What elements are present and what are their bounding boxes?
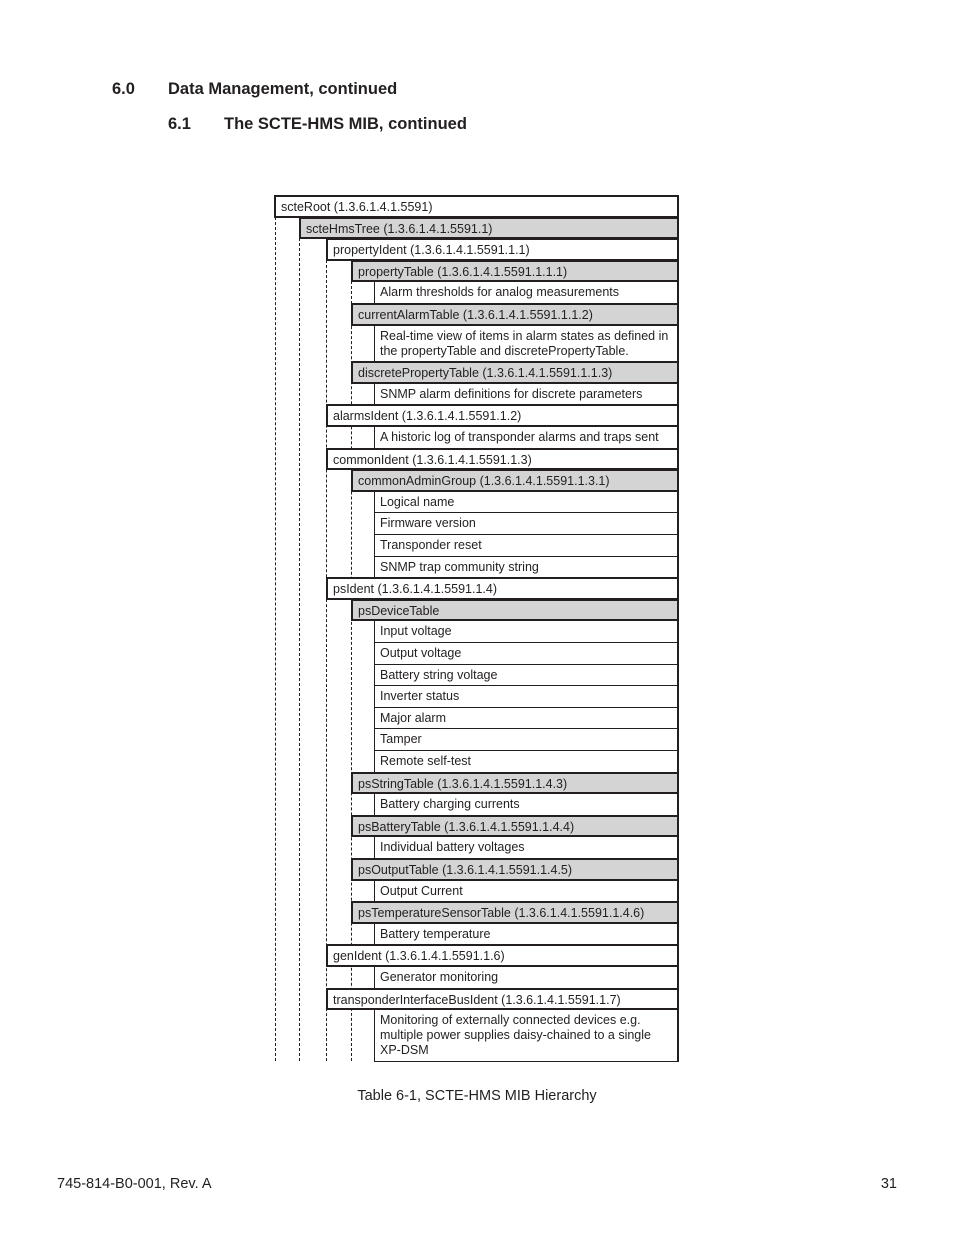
mib-node-row: commonIdent (1.3.6.1.4.1.5591.1.3) [326, 448, 679, 471]
mib-description-row: Transponder reset [374, 534, 679, 557]
mib-hierarchy-table [274, 195, 679, 1063]
section-title: Data Management, continued [168, 80, 398, 98]
mib-description-row: Major alarm [374, 707, 679, 730]
mib-node-row: psOutputTable (1.3.6.1.4.1.5591.1.4.5) [351, 858, 679, 881]
mib-description-row: Output voltage [374, 642, 679, 665]
section-number: 6.0 [112, 80, 135, 98]
mib-node-row: psBatteryTable (1.3.6.1.4.1.5591.1.4.4) [351, 815, 679, 838]
mib-description-row: Individual battery voltages [374, 836, 679, 859]
mib-description-row: Real-time view of items in alarm states as defined in the propertyTable and discretePropertyTable. [374, 325, 679, 363]
mib-node-row: scteHmsTree (1.3.6.1.4.1.5591.1) [299, 217, 679, 240]
mib-description-row: Remote self-test [374, 750, 679, 773]
mib-description-row: Generator monitoring [374, 966, 679, 989]
mib-node-row: scteRoot (1.3.6.1.4.1.5591) [274, 195, 679, 218]
mib-node-row: psTemperatureSensorTable (1.3.6.1.4.1.5591.1.4.6) [351, 901, 679, 924]
mib-description-row: A historic log of transponder alarms and traps sent [374, 426, 679, 449]
document-number: 745-814-B0-001, Rev. A [57, 1176, 212, 1192]
page-number: 31 [880, 1176, 897, 1192]
mib-description-row: Tamper [374, 728, 679, 751]
mib-description-row: Output Current [374, 880, 679, 903]
mib-description-row: Logical name [374, 491, 679, 514]
mib-description-row: Alarm thresholds for analog measurements [374, 281, 679, 304]
mib-node-row: psDeviceTable [351, 599, 679, 622]
mib-description-row: Input voltage [374, 620, 679, 643]
mib-node-row: transponderInterfaceBusIdent (1.3.6.1.4.1.5591.1.7) [326, 988, 679, 1011]
tree-guide-line [275, 217, 276, 1061]
mib-description-row: SNMP alarm definitions for discrete parameters [374, 383, 679, 406]
subsection-number: 6.1 [168, 115, 191, 133]
mib-node-row: currentAlarmTable (1.3.6.1.4.1.5591.1.1.2) [351, 303, 679, 326]
mib-node-row: propertyTable (1.3.6.1.4.1.5591.1.1.1) [351, 260, 679, 283]
mib-description-row: Inverter status [374, 685, 679, 708]
mib-node-row: commonAdminGroup (1.3.6.1.4.1.5591.1.3.1) [351, 469, 679, 492]
subsection-heading [168, 115, 467, 134]
table-caption: Table 6-1, SCTE-HMS MIB Hierarchy [357, 1088, 597, 1104]
subsection-title: The SCTE-HMS MIB, continued [224, 115, 467, 133]
mib-node-row: genIdent (1.3.6.1.4.1.5591.1.6) [326, 944, 679, 967]
tree-guide-line [326, 260, 327, 1061]
mib-node-row: discretePropertyTable (1.3.6.1.4.1.5591.1.1.3) [351, 361, 679, 384]
tree-guide-line [299, 238, 300, 1061]
mib-node-row: alarmsIdent (1.3.6.1.4.1.5591.1.2) [326, 404, 679, 427]
mib-description-row: Battery string voltage [374, 664, 679, 687]
mib-description-row: Battery temperature [374, 923, 679, 946]
section-heading [112, 80, 397, 99]
mib-node-row: propertyIdent (1.3.6.1.4.1.5591.1.1) [326, 238, 679, 261]
mib-node-row: psIdent (1.3.6.1.4.1.5591.1.4) [326, 577, 679, 600]
mib-description-row: Firmware version [374, 512, 679, 535]
mib-node-row: psStringTable (1.3.6.1.4.1.5591.1.4.3) [351, 772, 679, 795]
mib-description-row: SNMP trap community string [374, 556, 679, 579]
mib-description-row: Monitoring of externally connected devices e.g. multiple power supplies daisy-chained to a single XP-DSM [374, 1009, 679, 1062]
mib-description-row: Battery charging currents [374, 793, 679, 816]
